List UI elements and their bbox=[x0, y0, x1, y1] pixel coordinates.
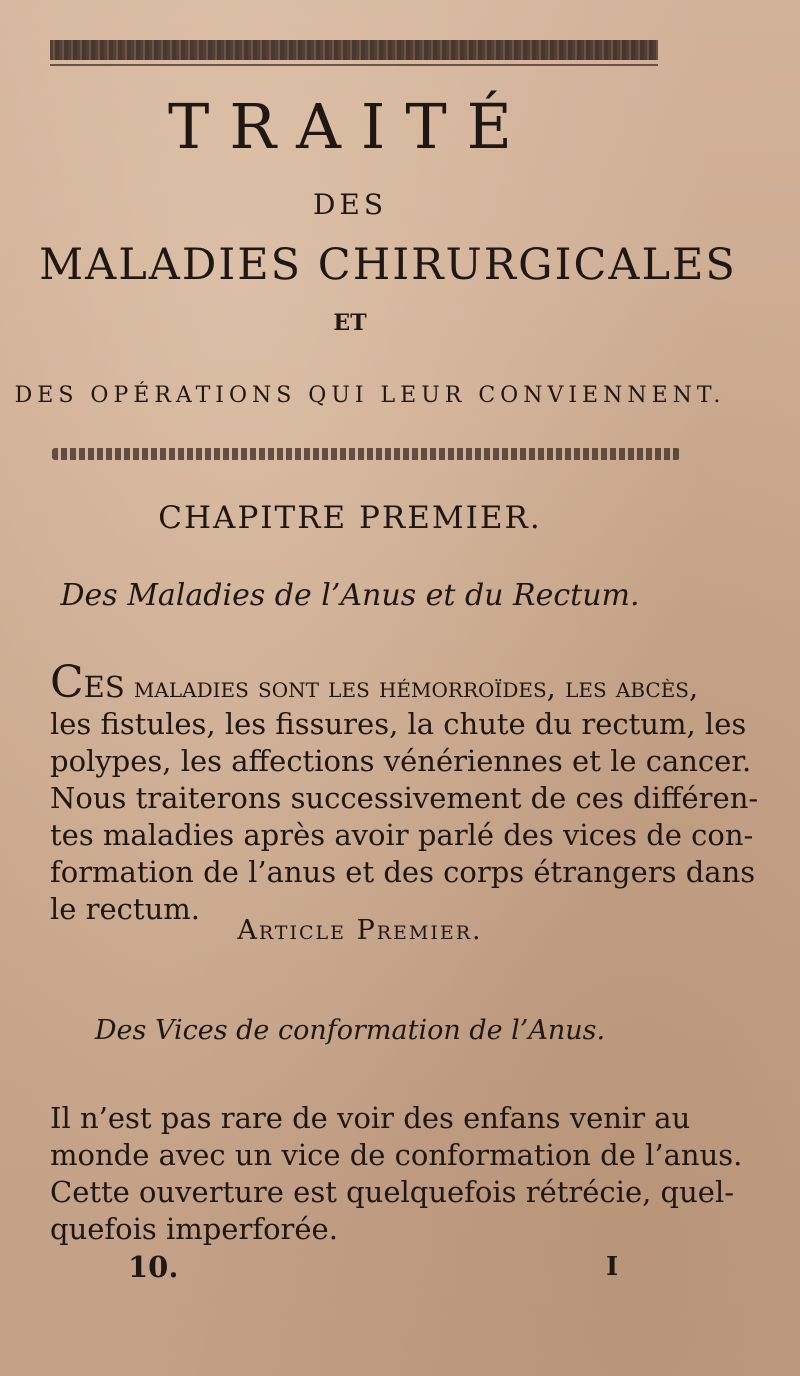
paragraph-1-line-7: le rectum. bbox=[50, 892, 200, 926]
paragraph-1-line-1 bbox=[50, 657, 699, 708]
paragraph-1-line-3: polypes, les affections vénériennes et le cancer. bbox=[50, 744, 752, 778]
paragraph-2-line-2: monde avec un vice de conformation de l’anus. bbox=[50, 1138, 743, 1172]
paragraph-1 bbox=[50, 657, 759, 928]
paragraph-2-line-4: quefois imperforée. bbox=[50, 1212, 338, 1246]
paragraph-1-line-5: tes maladies après avoir parlé des vices de con- bbox=[50, 818, 754, 852]
title-operations: DES OPÉRATIONS QUI LEUR CONVIENNENT. bbox=[14, 383, 726, 408]
main-title: MALADIES CHIRURGICALES bbox=[39, 240, 737, 290]
article-subtitle: Des Vices de conformation de l’Anus. bbox=[94, 1015, 606, 1046]
signature-number: 10. bbox=[128, 1250, 179, 1284]
top-thin-rule bbox=[50, 64, 658, 66]
paragraph-2 bbox=[50, 1100, 743, 1248]
title-des: DES bbox=[312, 188, 388, 221]
drop-cap: C bbox=[50, 657, 84, 708]
article-heading: Article Premier. bbox=[237, 915, 483, 946]
paragraph-2-line-3: Cette ouverture est quelquefois rétrécie, quel- bbox=[50, 1175, 735, 1209]
chapter-heading: CHAPITRE PREMIER. bbox=[158, 500, 542, 536]
ornamental-divider bbox=[52, 448, 680, 460]
signature-letter: I bbox=[606, 1252, 619, 1282]
paragraph-1-line-2: les fistules, les fissures, la chute du rectum, les bbox=[50, 707, 747, 741]
page-title: TRAITÉ bbox=[168, 90, 532, 163]
paragraph-2-line-1: Il n’est pas rare de voir des enfans venir au bbox=[50, 1101, 691, 1135]
paragraph-1-line-1-text: ES maladies sont les hémorroïdes, les abcès, bbox=[83, 670, 699, 704]
paragraph-1-line-4: Nous traiterons successivement de ces différen- bbox=[50, 781, 759, 815]
chapter-subtitle: Des Maladies de l’Anus et du Rectum. bbox=[60, 578, 640, 613]
title-et: ET bbox=[333, 310, 367, 336]
paragraph-1-line-6: formation de l’anus et des corps étrangers dans bbox=[50, 855, 756, 889]
top-decorative-rule bbox=[50, 40, 658, 60]
